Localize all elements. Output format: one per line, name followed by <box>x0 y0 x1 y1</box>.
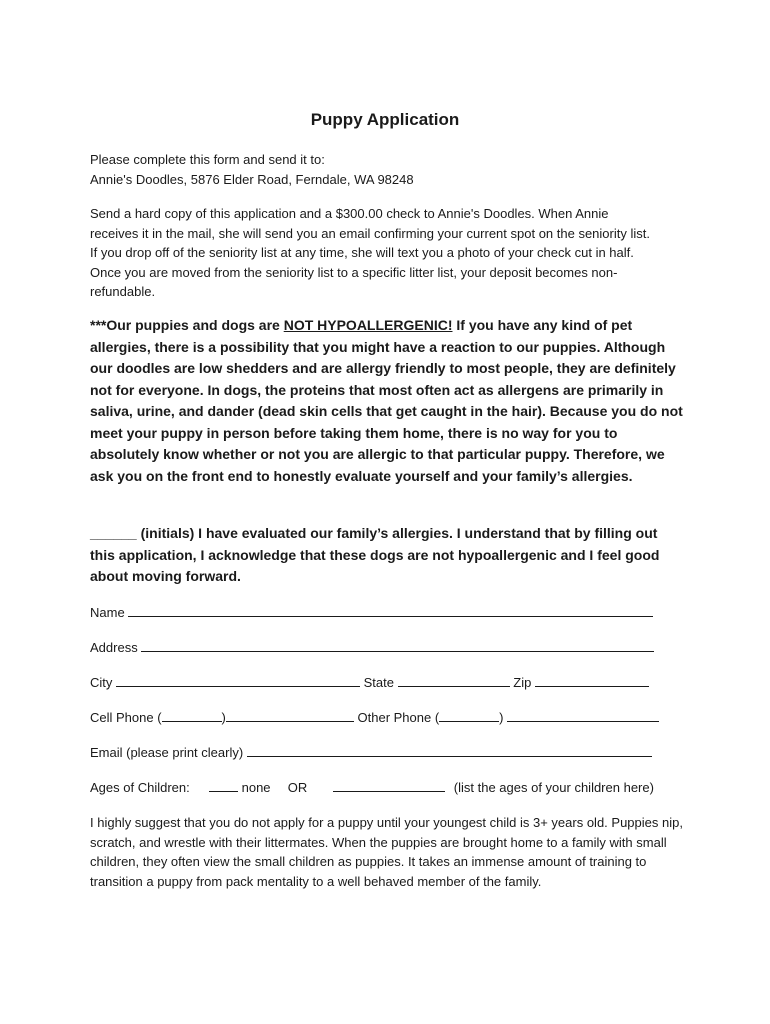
children-hint: (list the ages of your children here) <box>453 780 654 795</box>
warning-prefix: ***Our puppies and dogs are <box>90 317 284 333</box>
state-label: State <box>363 675 394 690</box>
other-paren-close: ) <box>499 710 504 725</box>
intro-line-1: Please complete this form and send it to: <box>90 152 325 167</box>
city-field[interactable] <box>116 673 360 687</box>
address-row <box>90 638 654 657</box>
intro-block <box>90 150 680 189</box>
children-label: Ages of Children: <box>90 780 190 795</box>
children-row <box>90 778 654 797</box>
other-phone-label: Other Phone ( <box>357 710 440 725</box>
children-none-field[interactable] <box>209 778 238 792</box>
name-label: Name <box>90 605 125 620</box>
state-field[interactable] <box>398 673 510 687</box>
warning-body: If you have any kind of pet allergies, there is a possibility that you might have a reaction to our puppies. Although our doodles are low shedders and are allergy friendly to most people, they are definitely not for everyone. In dogs, the proteins that most often act as allergens are primarily in saliva, urine, and dander (dead skin cells that get caught in the hair). Because you do not meet your puppy in person before taking them home, there is no way for you to absolutely know whether or not you are allergic to that particular puppy. Therefore, we ask you on the front end to honestly evaluate yourself and your family’s allergies. <box>90 317 683 484</box>
not-hypoallergenic-emphasis: NOT HYPOALLERGENIC! <box>283 317 453 333</box>
name-field[interactable] <box>128 603 653 617</box>
acknowledgement-paragraph: ______ (initials) I have evaluated our family’s allergies. I understand that by filling out this application, I acknowledge that these dogs are not hypoallergenic and I feel good about moving forward. <box>90 525 660 584</box>
allergy-warning <box>90 315 685 487</box>
children-ages-field[interactable] <box>333 778 445 792</box>
address-field[interactable] <box>141 638 654 652</box>
other-area-code-field[interactable] <box>439 708 499 722</box>
instructions-paragraph: Send a hard copy of this application and a $300.00 check to Annie's Doodles. When Annie receives it in the mail, she will send you an email confirming your current spot on the seniority list. If you drop off of the seniority list at any time, she will text you a photo of your check cut in half. Once you are moved from the seniority list to a specific litter list, your deposit becomes non-refundable. <box>90 206 650 299</box>
phone-row <box>90 708 659 727</box>
intro-address: Annie's Doodles, 5876 Elder Road, Ferndale, WA 98248 <box>90 171 414 187</box>
zip-field[interactable] <box>535 673 649 687</box>
city-label: City <box>90 675 113 690</box>
name-row <box>90 603 653 622</box>
other-phone-field[interactable] <box>507 708 659 722</box>
cell-phone-label: Cell Phone ( <box>90 710 162 725</box>
cell-phone-field[interactable] <box>226 708 354 722</box>
cell-area-code-field[interactable] <box>162 708 222 722</box>
or-label: OR <box>287 780 308 795</box>
closing-note: I highly suggest that you do not apply for a puppy until your youngest child is 3+ years old. Puppies nip, scratch, and wrestle with their littermates. When the puppies are brought home to a family with small children, they often view the small children as puppies. It takes an immense amount of training to transition a puppy from pack mentality to a well behaved member of the family. <box>90 815 683 889</box>
zip-label: Zip <box>513 675 532 690</box>
address-label: Address <box>90 640 138 655</box>
email-row <box>90 743 652 762</box>
page-title: Puppy Application <box>310 110 460 129</box>
city-state-zip-row <box>90 673 649 692</box>
none-label: none <box>241 780 271 795</box>
cell-paren-close: ) <box>221 710 226 725</box>
email-field[interactable] <box>247 743 652 757</box>
email-label: Email (please print clearly) <box>90 745 244 760</box>
